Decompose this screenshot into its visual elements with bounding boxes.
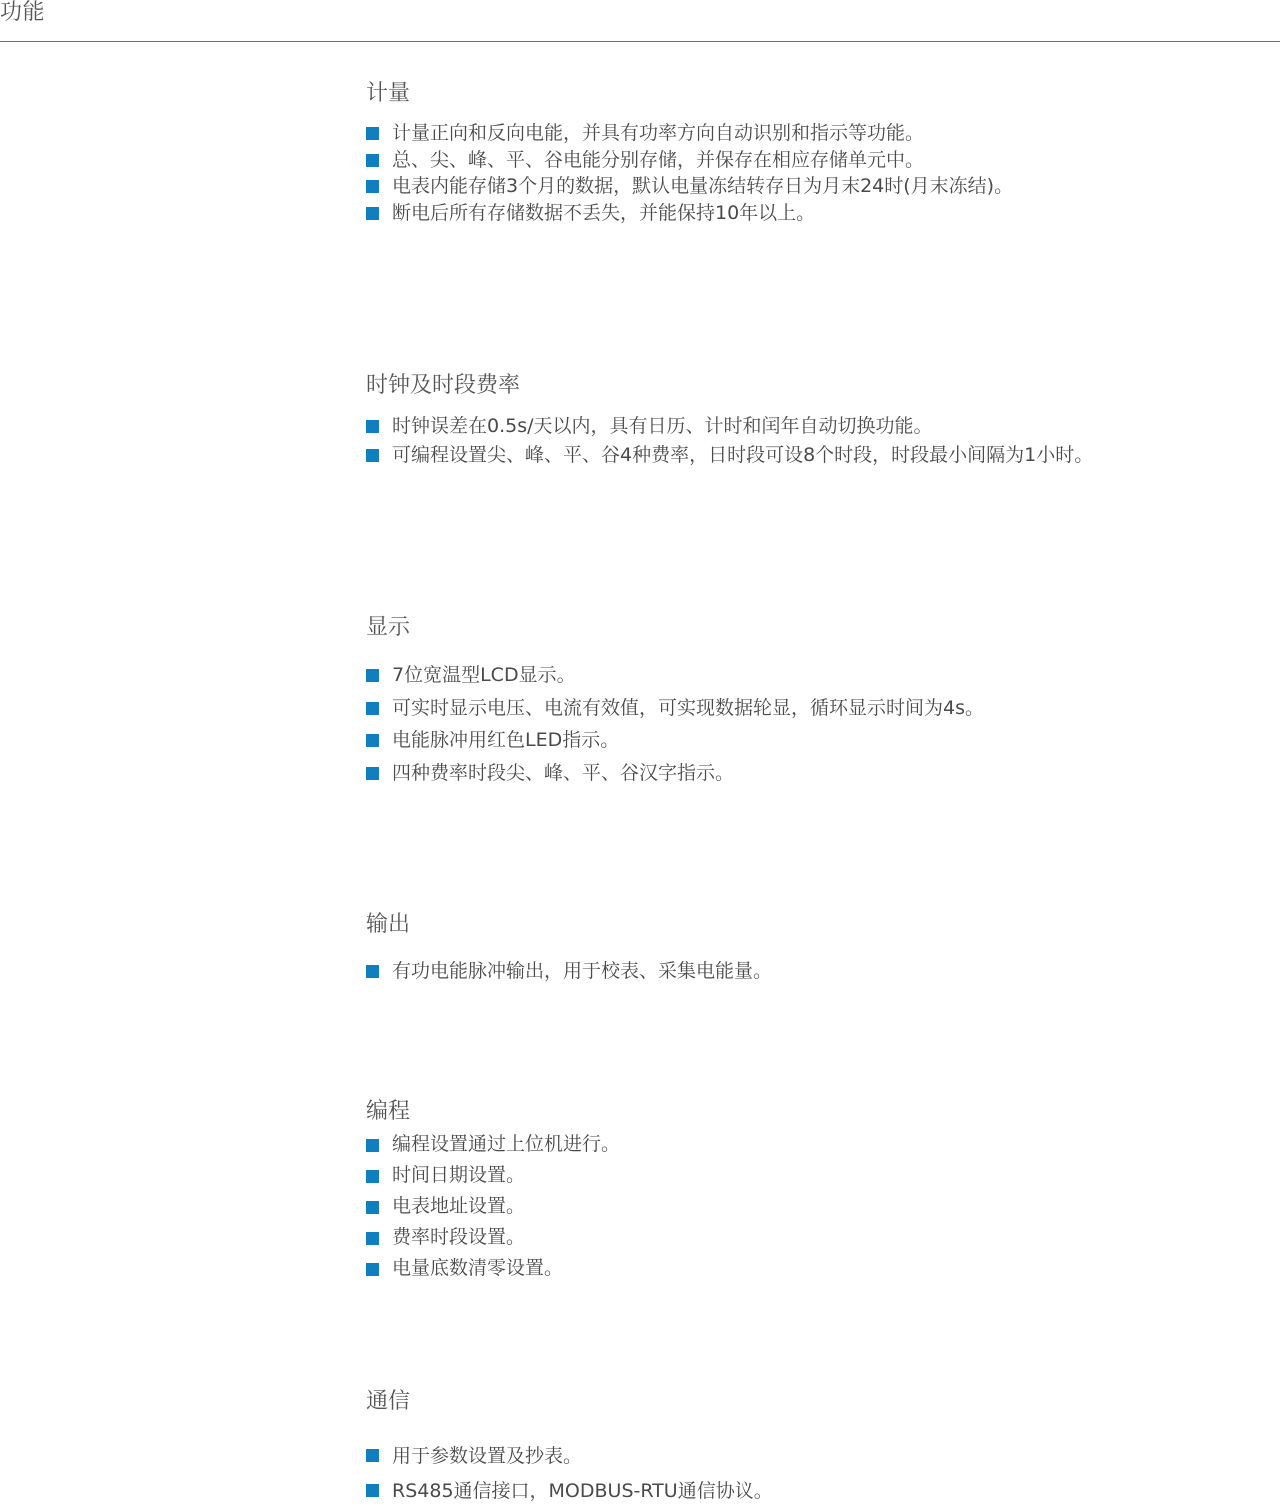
square-bullet-icon [366,734,379,747]
square-bullet-icon [366,1201,379,1214]
list-item-text: 时钟误差在0.5s/天以内，具有日历、计时和闰年自动切换功能。 [392,415,933,437]
section-heading-metering: 计量 [366,81,411,106]
output-list [366,955,1266,987]
square-bullet-icon [366,965,379,978]
square-bullet-icon [366,1170,379,1183]
list-item [366,1160,1266,1191]
square-bullet-icon [366,1484,379,1497]
section-heading-programming: 编程 [366,1099,411,1124]
list-item [366,441,1266,470]
list-item [366,692,1266,725]
square-bullet-icon [366,1232,379,1245]
list-item-text: 时间日期设置。 [392,1164,526,1186]
square-bullet-icon [366,420,379,433]
square-bullet-icon [366,449,379,462]
square-bullet-icon [366,1263,379,1276]
list-item-text: 计量正向和反向电能，并具有功率方向自动识别和指示等功能。 [392,122,925,144]
section-programming [366,1098,1266,1284]
list-item [366,1222,1266,1253]
section-clock-tariff [366,372,1266,470]
page-title: 功能 [0,0,46,25]
square-bullet-icon [366,767,379,780]
list-item [366,200,1266,227]
section-heading-display: 显示 [366,615,411,640]
list-item-text: 可实时显示电压、电流有效值，可实现数据轮显，循环显示时间为4s。 [392,696,984,719]
list-item [366,757,1266,790]
square-bullet-icon [366,669,379,682]
section-heading-communication: 通信 [366,1389,411,1414]
list-item-text: 费率时段设置。 [392,1226,526,1248]
list-item-text: 电表内能存储3个月的数据，默认电量冻结转存日为月末24时(月末冻结)。 [392,175,1014,197]
list-item-text: 四种费率时段尖、峰、平、谷汉字指示。 [392,761,735,784]
section-display [366,614,1266,789]
communication-list [366,1440,1266,1510]
list-item [366,724,1266,757]
list-item [366,1475,1266,1510]
square-bullet-icon [366,702,379,715]
list-item [366,1191,1266,1222]
square-bullet-icon [366,180,379,193]
list-item [366,659,1266,692]
list-item-text: 电量底数清零设置。 [392,1257,564,1279]
programming-list [366,1129,1266,1284]
section-heading-output: 输出 [366,912,411,937]
section-communication [366,1388,1266,1510]
list-item-text: RS485通信接口，MODBUS-RTU通信协议。 [392,1480,773,1502]
square-bullet-icon [366,1139,379,1152]
list-item [366,1253,1266,1284]
section-output [366,911,1266,987]
list-item-text: 电表地址设置。 [392,1195,526,1217]
list-item-text: 可编程设置尖、峰、平、谷4种费率，日时段可设8个时段，时段最小间隔为1小时。 [392,444,1094,466]
list-item [366,1129,1266,1160]
list-item-text: 有功电能脉冲输出，用于校表、采集电能量。 [392,960,773,982]
list-item-text: 用于参数设置及抄表。 [392,1445,583,1467]
section-heading-clock-tariff: 时钟及时段费率 [366,373,521,398]
clock-tariff-list [366,412,1266,470]
list-item [366,1440,1266,1475]
square-bullet-icon [366,154,379,167]
display-list [366,659,1266,789]
list-item [366,412,1266,441]
list-item-text: 电能脉冲用红色LED指示。 [392,729,620,751]
list-item-text: 总、尖、峰、平、谷电能分别存储，并保存在相应存储单元中。 [392,148,925,171]
list-item [366,955,1266,987]
section-metering [366,80,1266,226]
list-item [366,173,1266,200]
square-bullet-icon [366,127,379,140]
metering-list [366,120,1266,226]
list-item-text: 编程设置通过上位机进行。 [392,1133,621,1155]
list-item-text: 断电后所有存储数据不丢失，并能保持10年以上。 [392,201,816,224]
square-bullet-icon [366,1449,379,1462]
square-bullet-icon [366,207,379,220]
list-item [366,120,1266,147]
list-item [366,147,1266,174]
page-header [0,0,1280,42]
list-item-text: 7位宽温型LCD显示。 [392,664,576,686]
